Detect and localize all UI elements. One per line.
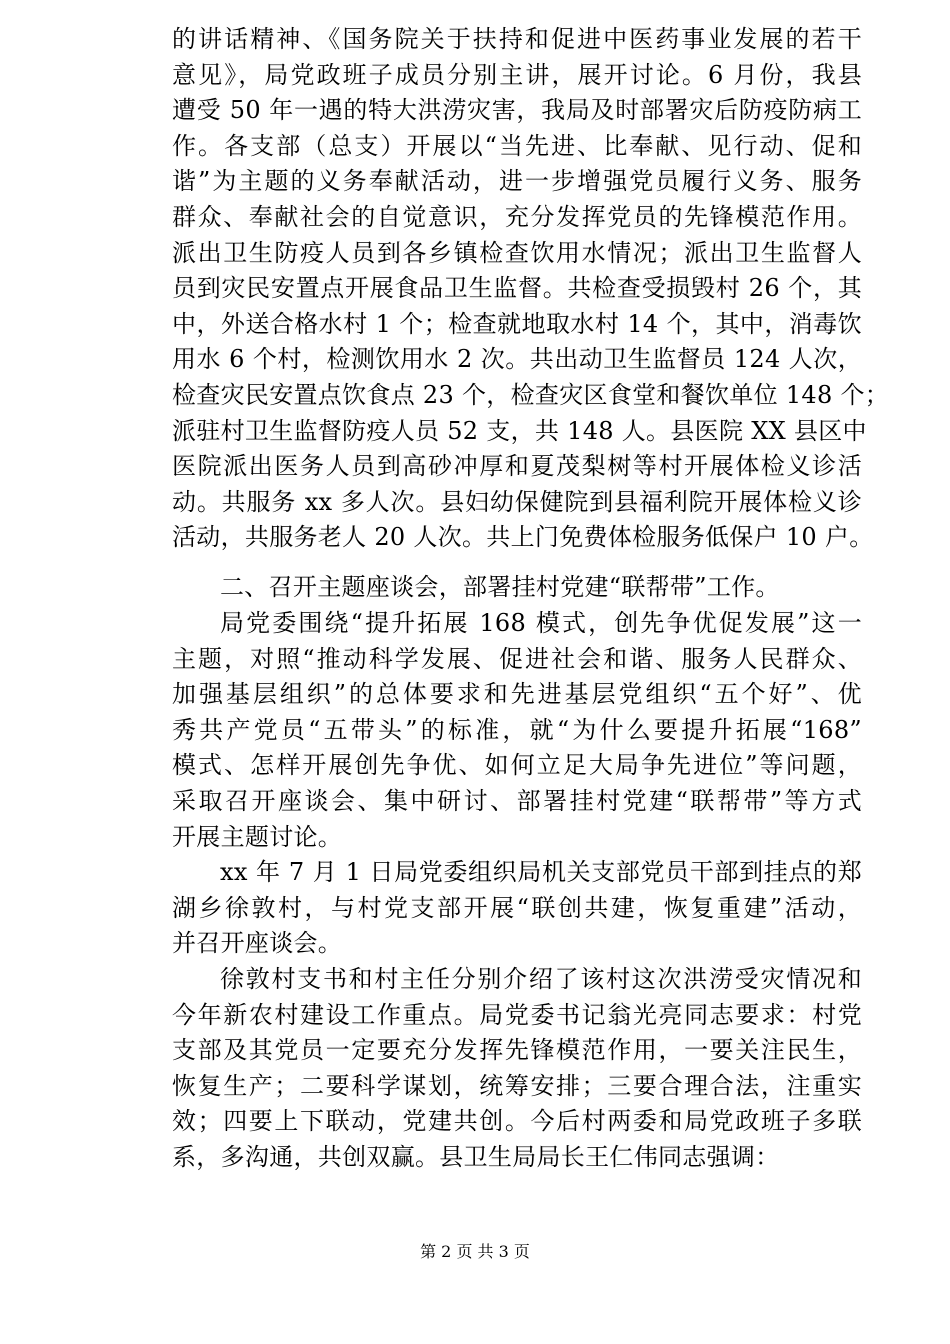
text-line: 谐”为主题的义务奉献活动，进一步增强党员履行义务、服务 (172, 167, 862, 196)
heading-text: 二、召开主题座谈会，部署挂村党建“联帮带”工作。 (220, 573, 780, 601)
text-line: 模式、怎样开展创先争优、如何立足大局争先进位”等问题， (172, 751, 862, 780)
paragraph-2 (172, 606, 862, 855)
paragraph-1 (172, 22, 890, 556)
text-line: 效；四要上下联动，党建共创。今后村两委和局党政班子多联 (172, 1107, 862, 1136)
text-line: 支部及其党员一定要充分发挥先锋模范作用，一要关注民生， (172, 1036, 862, 1065)
text-line: 遭受 50 年一遇的特大洪涝灾害，我局及时部署灾后防疫防病工 (172, 96, 862, 125)
text-line: 检查灾民安置点饮食点 23 个，检查灾区食堂和餐饮单位 148 个； (172, 380, 890, 409)
text-line: 的讲话精神、《国务院关于扶持和促进中医药事业发展的若干 (172, 25, 862, 53)
text-line: 徐敦村支书和村主任分别介绍了该村这次洪涝受灾情况和 (220, 965, 862, 993)
text-line: 主题，对照“推动科学发展、促进社会和谐、服务人民群众、 (172, 644, 862, 673)
text-line: 员到灾民安置点开展食品卫生监督。共检查受损毁村 26 个，其 (172, 274, 862, 303)
text-line: 秀共产党员“五带头”的标准，就“为什么要提升拓展“168” (172, 715, 862, 744)
text-line: 今年新农村建设工作重点。局党委书记翁光亮同志要求：村党 (172, 1000, 862, 1029)
text-line: 恢复生产；二要科学谋划，统筹安排；三要合理合法，注重实 (172, 1071, 862, 1100)
text-line: 群众、奉献社会的自觉意识，充分发挥党员的先锋模范作用。 (172, 202, 862, 231)
text-line: 派出卫生防疫人员到各乡镇检查饮用水情况；派出卫生监督人 (172, 238, 862, 267)
page-footer: 第 2 页 共 3 页 (420, 1242, 530, 1261)
text-line: 作。各支部（总支）开展以“当先进、比奉献、见行动、促和 (172, 131, 862, 160)
text-line: 开展主题讨论。 (172, 822, 343, 851)
text-line: 采取召开座谈会、集中研讨、部署挂村党建“联帮带”等方式 (172, 786, 862, 815)
text-line: 动。共服务 xx 多人次。县妇幼保健院到县福利院开展体检义诊 (172, 487, 862, 516)
text-line: 局党委围绕“提升拓展 168 模式，创先争优促发展”这一 (220, 609, 862, 637)
text-line: 派驻村卫生监督防疫人员 52 支，共 148 人。县医院 XX 县区中 (172, 416, 867, 445)
text-line: 并召开座谈会。 (172, 929, 343, 958)
text-line: 湖乡徐敦村，与村党支部开展“联创共建，恢复重建”活动， (172, 893, 862, 922)
text-line: xx 年 7 月 1 日局党委组织局机关支部党员干部到挂点的郑 (220, 858, 862, 886)
text-line: 系，多沟通，共创双赢。县卫生局局长王仁伟同志强调： (172, 1142, 780, 1171)
paragraph-4 (172, 962, 862, 1176)
text-line: 活动，共服务老人 20 人次。共上门免费体检服务低保户 10 户。 (172, 523, 874, 552)
text-line: 加强基层组织”的总体要求和先进基层党组织“五个好”、优 (172, 680, 862, 709)
section-heading (220, 570, 820, 606)
paragraph-3 (172, 855, 862, 962)
text-line: 医院派出医务人员到高砂冲厚和夏茂梨树等村开展体检义诊活 (172, 452, 862, 481)
text-line: 意见》，局党政班子成员分别主讲，展开讨论。6 月份，我县 (172, 60, 862, 89)
text-line: 用水 6 个村，检测饮用水 2 次。共出动卫生监督员 124 人次， (172, 345, 862, 374)
text-line: 中，外送合格水村 1 个；检查就地取水村 14 个，其中，消毒饮 (172, 309, 862, 338)
